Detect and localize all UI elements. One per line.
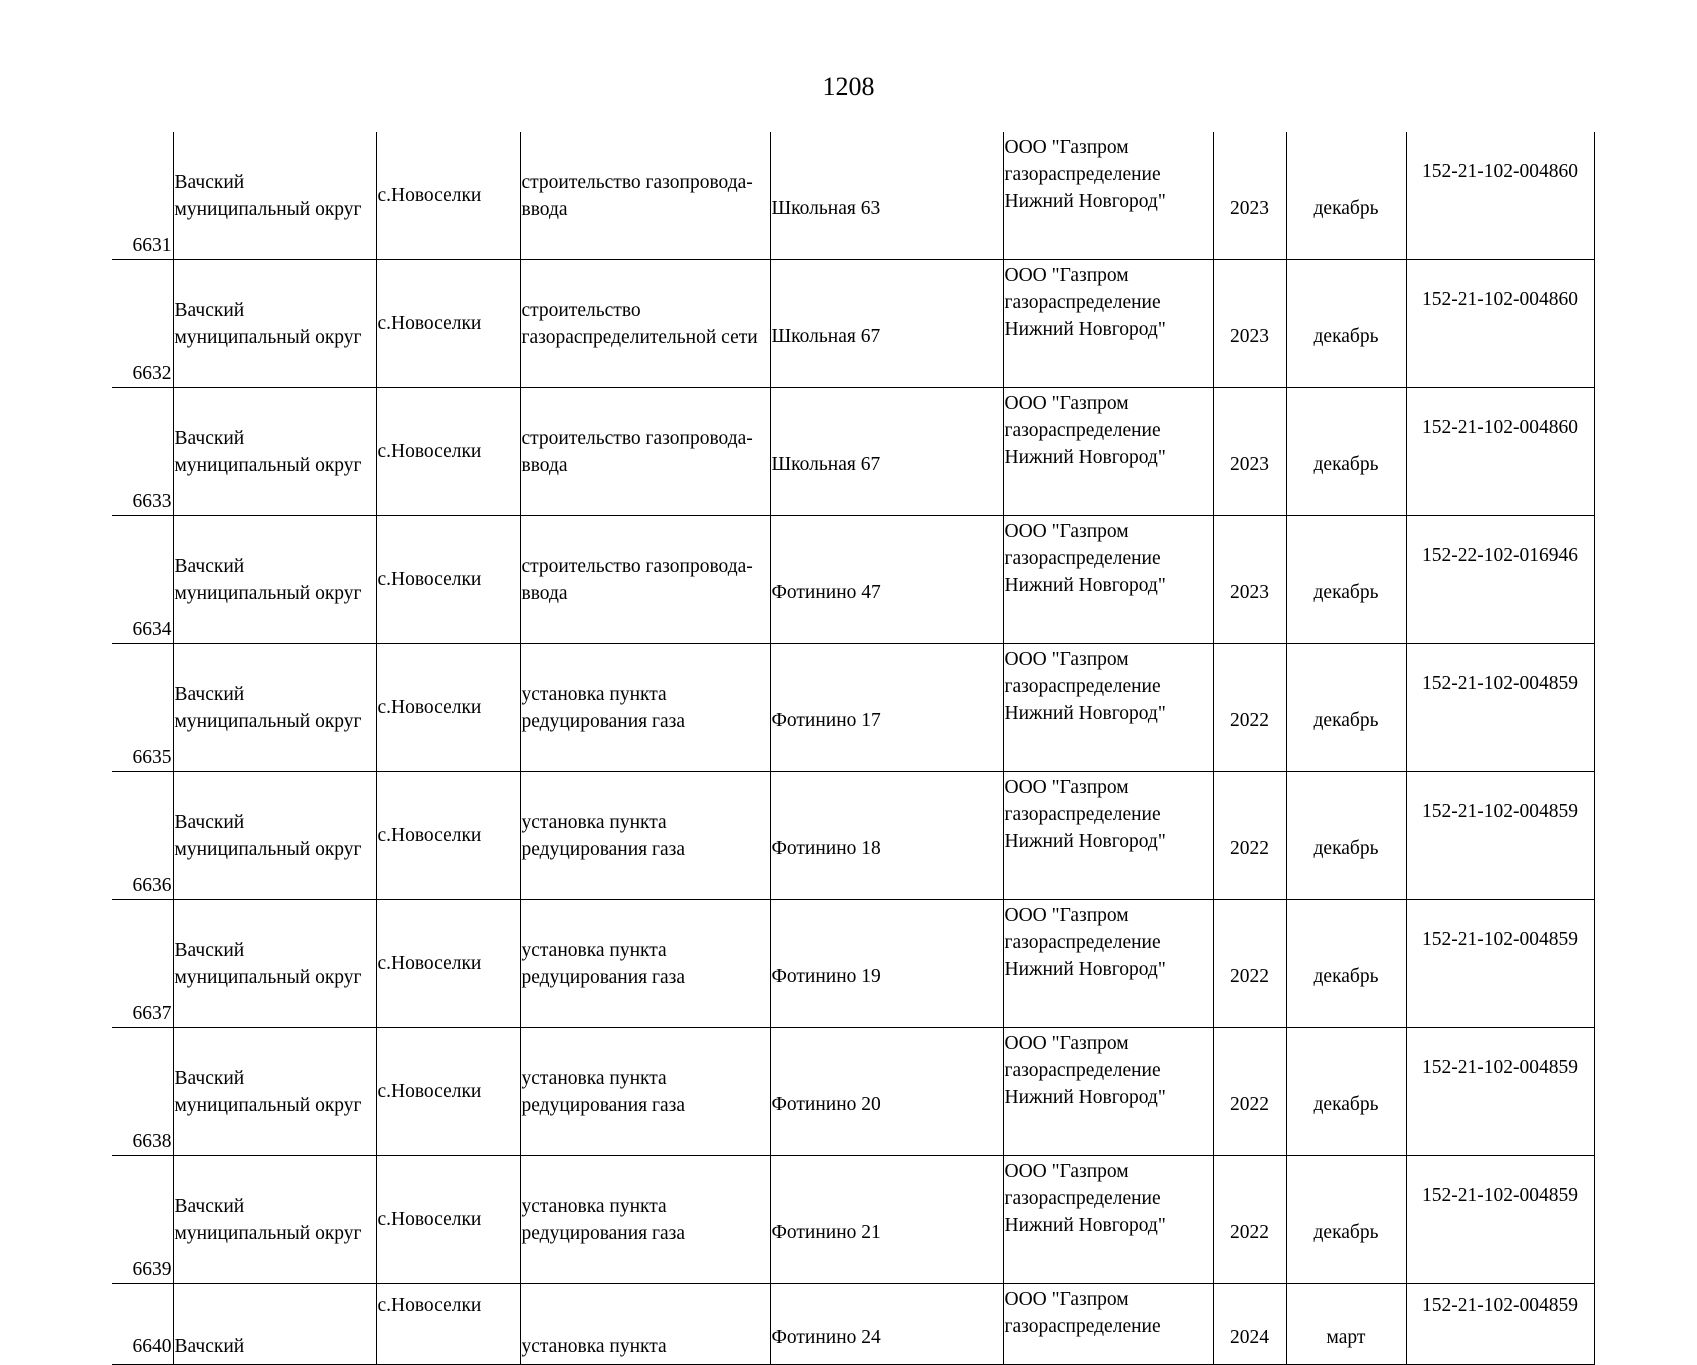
- table-row: [112, 260, 1594, 388]
- table-row: [112, 644, 1594, 772]
- cell-number: 6639: [112, 1156, 173, 1284]
- cell-organization-line: газораспределение: [1004, 548, 1161, 569]
- cell-year: 2022: [1213, 1028, 1286, 1156]
- cell-place: с.Новоселки: [376, 1156, 520, 1284]
- cell-organization-line: Нижний Новгород": [1004, 1087, 1166, 1108]
- cell-district: [173, 388, 376, 516]
- cell-organization: [1003, 1284, 1213, 1365]
- cell-district-line: муниципальный округ: [174, 710, 362, 732]
- cell-district: [173, 1156, 376, 1284]
- cell-place: с.Новоселки: [376, 644, 520, 772]
- cell-district-line: Вачский: [174, 171, 245, 193]
- cell-year: 2022: [1213, 900, 1286, 1028]
- cell-place: с.Новоселки: [376, 1028, 520, 1156]
- cell-organization-line: газораспределение: [1004, 1060, 1161, 1081]
- cell-place: с.Новоселки: [376, 516, 520, 644]
- cell-organization-line: ООО "Газпром: [1004, 265, 1129, 286]
- cell-organization-line: ООО "Газпром: [1004, 521, 1129, 542]
- cell-address: Школьная 63: [770, 132, 1003, 260]
- cell-month: декабрь: [1286, 132, 1406, 260]
- cell-organization-line: газораспределение: [1004, 164, 1161, 185]
- cell-code: 152-21-102-004860: [1406, 132, 1594, 260]
- cell-work-type-line: ввода: [521, 454, 568, 476]
- cell-year: 2024: [1213, 1284, 1286, 1365]
- cell-work-type-line: строительство: [521, 299, 641, 321]
- cell-code: 152-21-102-004859: [1406, 1284, 1594, 1365]
- cell-organization-line: Нижний Новгород": [1004, 1215, 1166, 1236]
- cell-place: с.Новоселки: [376, 1284, 520, 1365]
- cell-year: 2023: [1213, 388, 1286, 516]
- cell-organization-line: Нижний Новгород": [1004, 319, 1166, 340]
- cell-district: [173, 132, 376, 260]
- cell-work-type-line: установка пункта: [521, 1195, 667, 1217]
- cell-district-line: муниципальный округ: [174, 966, 362, 988]
- table-row: [112, 516, 1594, 644]
- cell-month: декабрь: [1286, 1028, 1406, 1156]
- cell-year: 2023: [1213, 516, 1286, 644]
- cell-place: с.Новоселки: [376, 900, 520, 1028]
- cell-code: 152-22-102-016946: [1406, 516, 1594, 644]
- cell-work-type: [520, 388, 770, 516]
- cell-code: 152-21-102-004859: [1406, 644, 1594, 772]
- cell-organization: [1003, 388, 1213, 516]
- cell-district: [173, 1284, 376, 1365]
- cell-number: 6635: [112, 644, 173, 772]
- data-table: [112, 132, 1595, 1365]
- cell-place: с.Новоселки: [376, 388, 520, 516]
- cell-district-line: Вачский: [174, 939, 245, 961]
- cell-organization-line: газораспределение: [1004, 804, 1161, 825]
- cell-district-line: Вачский: [174, 299, 245, 321]
- cell-address: Фотинино 17: [770, 644, 1003, 772]
- cell-number: 6638: [112, 1028, 173, 1156]
- cell-address: Школьная 67: [770, 388, 1003, 516]
- cell-organization: [1003, 260, 1213, 388]
- cell-year: 2023: [1213, 132, 1286, 260]
- cell-work-type: [520, 260, 770, 388]
- cell-month: март: [1286, 1284, 1406, 1365]
- cell-code: 152-21-102-004860: [1406, 260, 1594, 388]
- cell-work-type-line: редуцирования газа: [521, 710, 686, 732]
- cell-month: декабрь: [1286, 388, 1406, 516]
- cell-work-type: [520, 644, 770, 772]
- cell-organization-line: газораспределение: [1004, 1316, 1161, 1337]
- cell-organization: [1003, 1028, 1213, 1156]
- cell-month: декабрь: [1286, 1156, 1406, 1284]
- cell-work-type-line: ввода: [521, 582, 568, 604]
- cell-number: 6632: [112, 260, 173, 388]
- cell-organization: [1003, 644, 1213, 772]
- cell-work-type-line: редуцирования газа: [521, 838, 686, 860]
- cell-number: 6640: [112, 1284, 173, 1365]
- cell-number: 6634: [112, 516, 173, 644]
- table-row: [112, 388, 1594, 516]
- cell-district-line: Вачский: [174, 811, 245, 833]
- cell-district-line: Вачский: [174, 555, 245, 577]
- cell-organization-line: Нижний Новгород": [1004, 575, 1166, 596]
- cell-work-type-line: газораспределительной сети: [521, 326, 758, 348]
- table-body: [112, 132, 1594, 1365]
- cell-district-line: Вачский: [174, 1195, 245, 1217]
- cell-work-type: [520, 1156, 770, 1284]
- cell-work-type-line: установка пункта: [521, 683, 667, 705]
- cell-district-line: Вачский: [174, 1336, 245, 1357]
- cell-organization-line: газораспределение: [1004, 1188, 1161, 1209]
- cell-year: 2022: [1213, 772, 1286, 900]
- cell-address: Школьная 67: [770, 260, 1003, 388]
- cell-district-line: Вачский: [174, 683, 245, 705]
- cell-district-line: муниципальный округ: [174, 1094, 362, 1116]
- cell-address: Фотинино 21: [770, 1156, 1003, 1284]
- cell-organization-line: газораспределение: [1004, 420, 1161, 441]
- cell-place: с.Новоселки: [376, 132, 520, 260]
- cell-organization-line: ООО "Газпром: [1004, 1289, 1129, 1310]
- cell-work-type-line: установка пункта: [521, 811, 667, 833]
- table-row: [112, 900, 1594, 1028]
- cell-district-line: муниципальный округ: [174, 198, 362, 220]
- cell-work-type-line: установка пункта: [521, 1336, 667, 1357]
- cell-district: [173, 516, 376, 644]
- cell-place: с.Новоселки: [376, 772, 520, 900]
- table-row: [112, 772, 1594, 900]
- cell-organization: [1003, 132, 1213, 260]
- cell-organization-line: ООО "Газпром: [1004, 1033, 1129, 1054]
- cell-district: [173, 260, 376, 388]
- cell-work-type: [520, 1284, 770, 1365]
- cell-organization-line: Нижний Новгород": [1004, 191, 1166, 212]
- cell-code: 152-21-102-004859: [1406, 772, 1594, 900]
- cell-work-type: [520, 772, 770, 900]
- cell-organization-line: Нижний Новгород": [1004, 447, 1166, 468]
- cell-work-type-line: редуцирования газа: [521, 1222, 686, 1244]
- cell-district-line: Вачский: [174, 427, 245, 449]
- cell-month: декабрь: [1286, 644, 1406, 772]
- cell-district-line: муниципальный округ: [174, 1222, 362, 1244]
- cell-district: [173, 772, 376, 900]
- table-row: [112, 1284, 1594, 1365]
- cell-year: 2022: [1213, 644, 1286, 772]
- cell-work-type: [520, 900, 770, 1028]
- cell-month: декабрь: [1286, 260, 1406, 388]
- cell-number: 6636: [112, 772, 173, 900]
- cell-address: Фотинино 20: [770, 1028, 1003, 1156]
- cell-organization-line: газораспределение: [1004, 932, 1161, 953]
- cell-address: Фотинино 19: [770, 900, 1003, 1028]
- cell-code: 152-21-102-004859: [1406, 1028, 1594, 1156]
- cell-work-type: [520, 132, 770, 260]
- cell-organization-line: ООО "Газпром: [1004, 649, 1129, 670]
- cell-month: декабрь: [1286, 516, 1406, 644]
- cell-code: 152-21-102-004859: [1406, 900, 1594, 1028]
- cell-organization-line: ООО "Газпром: [1004, 393, 1129, 414]
- cell-place: с.Новоселки: [376, 260, 520, 388]
- cell-month: декабрь: [1286, 900, 1406, 1028]
- cell-district-line: муниципальный округ: [174, 454, 362, 476]
- cell-district-line: Вачский: [174, 1067, 245, 1089]
- cell-organization-line: газораспределение: [1004, 292, 1161, 313]
- cell-year: 2023: [1213, 260, 1286, 388]
- cell-organization-line: Нижний Новгород": [1004, 959, 1166, 980]
- cell-work-type-line: строительство газопровода-: [521, 555, 753, 577]
- cell-number: 6637: [112, 900, 173, 1028]
- cell-organization-line: Нижний Новгород": [1004, 831, 1166, 852]
- table-row: [112, 132, 1594, 260]
- cell-district-line: муниципальный округ: [174, 582, 362, 604]
- cell-number: 6631: [112, 132, 173, 260]
- cell-organization: [1003, 772, 1213, 900]
- cell-organization: [1003, 1156, 1213, 1284]
- cell-organization: [1003, 516, 1213, 644]
- cell-code: 152-21-102-004859: [1406, 1156, 1594, 1284]
- cell-address: Фотинино 24: [770, 1284, 1003, 1365]
- cell-district: [173, 1028, 376, 1156]
- cell-year: 2022: [1213, 1156, 1286, 1284]
- table-row: [112, 1156, 1594, 1284]
- cell-district: [173, 900, 376, 1028]
- cell-work-type-line: строительство газопровода-: [521, 171, 753, 193]
- cell-work-type-line: установка пункта: [521, 939, 667, 961]
- cell-organization-line: ООО "Газпром: [1004, 905, 1129, 926]
- cell-number: 6633: [112, 388, 173, 516]
- cell-organization-line: ООО "Газпром: [1004, 777, 1129, 798]
- cell-work-type-line: редуцирования газа: [521, 1094, 686, 1116]
- cell-organization-line: газораспределение: [1004, 676, 1161, 697]
- cell-district-line: муниципальный округ: [174, 838, 362, 860]
- data-table-container: [112, 132, 1595, 1365]
- cell-work-type: [520, 516, 770, 644]
- cell-address: Фотинино 18: [770, 772, 1003, 900]
- page-number: 1208: [822, 72, 875, 101]
- cell-district-line: муниципальный округ: [174, 326, 362, 348]
- cell-work-type-line: ввода: [521, 198, 568, 220]
- cell-work-type-line: редуцирования газа: [521, 966, 686, 988]
- cell-month: декабрь: [1286, 772, 1406, 900]
- cell-organization-line: ООО "Газпром: [1004, 137, 1129, 158]
- cell-organization-line: ООО "Газпром: [1004, 1161, 1129, 1182]
- cell-work-type-line: установка пункта: [521, 1067, 667, 1089]
- cell-district: [173, 644, 376, 772]
- table-row: [112, 1028, 1594, 1156]
- cell-code: 152-21-102-004860: [1406, 388, 1594, 516]
- cell-organization: [1003, 900, 1213, 1028]
- cell-address: Фотинино 47: [770, 516, 1003, 644]
- cell-work-type-line: строительство газопровода-: [521, 427, 753, 449]
- cell-work-type: [520, 1028, 770, 1156]
- cell-organization-line: Нижний Новгород": [1004, 703, 1166, 724]
